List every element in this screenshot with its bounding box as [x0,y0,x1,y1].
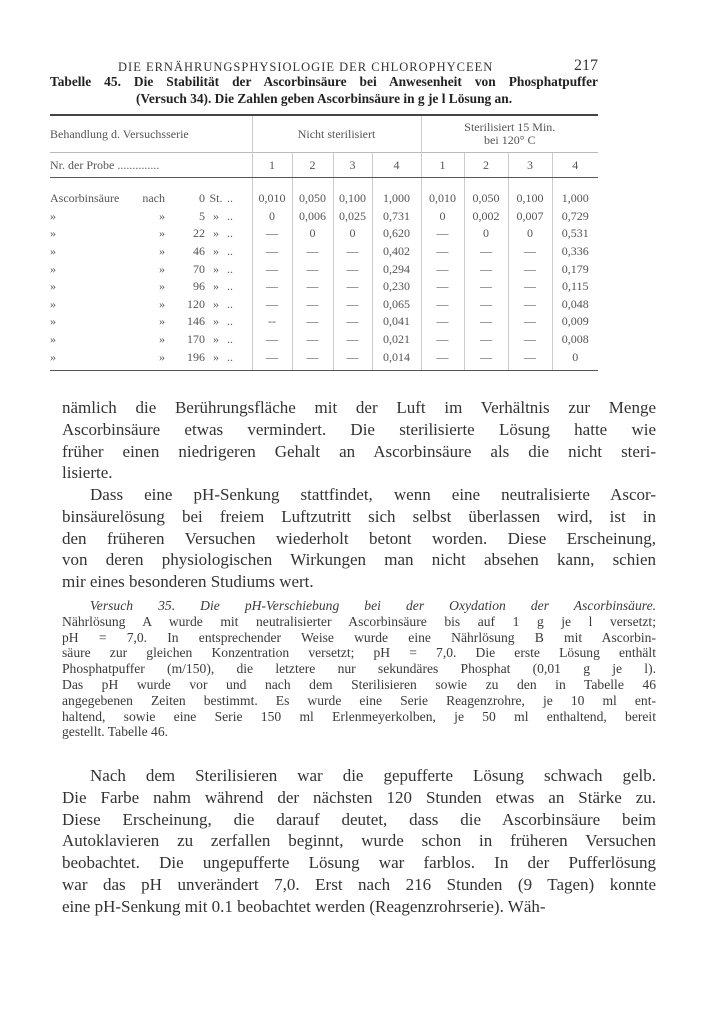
table-cell: — [508,243,552,261]
table-cell: — [333,278,372,296]
row-label-a: » [50,208,56,223]
table-row [50,243,598,261]
row-label-c: 170 [187,332,205,347]
row-label-parts [50,191,252,206]
table-cell: — [508,313,552,331]
table-cell: — [508,331,552,349]
table-row [50,296,598,314]
table-cell: — [421,260,464,278]
table-row [50,225,598,243]
table-cell: — [292,331,333,349]
table-row [50,313,598,331]
text-line: mir eines besonderen Studiums wert. [62,572,314,592]
table-cell: 0,065 [372,296,421,314]
table-cell: — [421,296,464,314]
table-cell: 0,336 [552,243,598,261]
sample-number: 1 [421,153,464,178]
table-cell: — [252,331,292,349]
table-cell: 0,010 [252,178,292,208]
table-cell: — [292,296,333,314]
table-cell: — [421,313,464,331]
text-line: war das pH unverändert 7,0. Erst nach 216 Stunden (9 Tagen) konnte [62,874,656,894]
row-label-c: 146 [187,314,205,329]
text-line: Ascorbinsäure etwas vermindert. Die sterilisierte Lösung hatte wie [62,419,656,439]
text-line: nämlich die Berührungsfläche mit der Luft im Verhältnis zur Menge [62,398,656,417]
row-label-parts [50,226,252,241]
row-label-b: » [159,349,165,364]
table-cell: 0,009 [552,313,598,331]
table-cell: — [252,243,292,261]
row-label [50,208,252,226]
row-label-d: » [213,349,219,364]
table-cell: — [333,348,372,370]
text-line: gestellt. Tabelle 46. [62,724,169,740]
row-label-d: » [213,244,219,259]
row-label-c: 70 [193,261,205,276]
row-label [50,260,252,278]
table-cell: 0 [552,348,598,370]
text-line: säure zur gleichen Konzentration versetzt; pH = 7,0. Die erste Lösung enthält [62,645,656,661]
table-cell: — [333,296,372,314]
table-cell: 0 [464,225,508,243]
table-cell: 0,050 [464,178,508,208]
table-row [50,208,598,226]
row-label-e: .. [227,332,233,347]
text-line: Phosphatpuffer (m/150), die letztere nur sekundäres Phosphat (0,01 g je l). [62,661,656,677]
row-label-d: St. [209,191,223,206]
sample-number: 2 [292,153,333,178]
row-label-b: » [159,279,165,294]
table-cell: — [464,260,508,278]
sample-number: 3 [333,153,372,178]
table-cell: — [508,348,552,370]
row-label-d: » [213,296,219,311]
table-cell: 0,006 [292,208,333,226]
sample-label: Nr. der Probe .............. [50,153,252,178]
sample-number: 1 [252,153,292,178]
row-label-e: .. [227,279,233,294]
table-cell: 1,000 [372,178,421,208]
table-cell: — [464,348,508,370]
row-label [50,243,252,261]
table-row [50,331,598,349]
row-label-parts [50,297,252,312]
experiment-title: Versuch 35. Die pH-Verschiebung bei der Oxydation der Ascorbinsäure. [90,598,656,613]
sample-number: 4 [372,153,421,178]
row-label-b: » [159,314,165,329]
table-cell: 0 [333,225,372,243]
row-label-a: » [50,349,56,364]
row-label [50,331,252,349]
table-cell: 0,050 [292,178,333,208]
row-label-b: » [159,261,165,276]
table-cell: 1,000 [552,178,598,208]
table-cell: 0,100 [333,178,372,208]
row-label-c: 0 [199,191,205,206]
text-line: binsäurelösung bei freiem Luftzutritt sich selbst überlassen wird, ist in [62,506,656,526]
table-cell: 0,007 [508,208,552,226]
row-label-parts [50,244,252,259]
table-cell: — [421,331,464,349]
sample-number: 4 [552,153,598,178]
table-cell: 0 [508,225,552,243]
table-cell: — [292,313,333,331]
row-label-c: 5 [199,208,205,223]
row-label-d: » [213,314,219,329]
row-label-e: .. [227,191,233,206]
experiment-35 [62,598,656,740]
table-cell: 0,402 [372,243,421,261]
table-cell: — [252,296,292,314]
text-line: den früheren Versuchen wiederholt betont worden. Diese Erscheinung, [62,528,656,548]
text-line: angegebenen Zeiten bestimmt. Es wurde eine Serie Reagenzrohre, je 10 ml ent- [62,692,656,708]
row-label-b: » [159,226,165,241]
table-cell: 0,731 [372,208,421,226]
table-cell: 0,620 [372,225,421,243]
table-cell: -- [252,313,292,331]
table-cell: 0,230 [372,278,421,296]
table-cell: — [464,278,508,296]
row-label-c: 22 [193,226,205,241]
row-label-parts [50,350,252,365]
row-label-d: » [213,332,219,347]
table-cell: 0,115 [552,278,598,296]
table-cell: 0,041 [372,313,421,331]
table-caption [50,73,598,107]
text-line: von deren physiologischen Wirkungen man nicht absehen kann, schien [62,550,656,570]
paragraph-3 [62,765,656,918]
table-cell: 0 [252,208,292,226]
row-label-parts [50,279,252,294]
row-label [50,225,252,243]
text-line: pH = 7,0. In entsprechender Weise wurde eine Nährlösung B mit Ascorbin- [62,629,656,645]
row-label-d: » [213,208,219,223]
row-label-c: 46 [193,244,205,259]
table-cell: — [508,296,552,314]
text-line: Die Farbe nahm während der nächsten 120 Stunden etwas an Stärke zu. [62,787,656,807]
row-label-e: .. [227,261,233,276]
row-label [50,313,252,331]
table-cell: — [333,313,372,331]
table-cell: — [421,243,464,261]
table-cell: — [333,331,372,349]
page-number: 217 [574,57,598,74]
text-line: Nach dem Sterilisieren war die gepufferte Lösung schwach gelb. [90,766,656,785]
table-cell: — [292,260,333,278]
text-line: Diese Erscheinung, die darauf deutet, dass die Ascorbinsäure beim [62,809,656,829]
row-label-parts [50,314,252,329]
row-label-e: .. [227,244,233,259]
table-cell: — [333,243,372,261]
text-line: Dass eine pH-Senkung stattfindet, wenn eine neutralisierte Ascor- [90,485,656,504]
row-label-c: 96 [193,279,205,294]
row-label-e: .. [227,349,233,364]
text-line: beobachtet. Die ungepufferte Lösung war farblos. In der Pufferlösung [62,853,656,873]
row-label-a: » [50,261,56,276]
row-label-a: » [50,314,56,329]
table-cell: — [292,348,333,370]
sample-number: 2 [464,153,508,178]
group-sterilized: Sterilisiert 15 Min. bei 120° C [421,115,598,153]
table-cell: 0 [292,225,333,243]
table-cell: 0,100 [508,178,552,208]
caption-line-2: (Versuch 34). Die Zahlen geben Ascorbinsäure in g je l Lösung an. [135,91,513,106]
table-cell: 0,294 [372,260,421,278]
table-cell: 0,048 [552,296,598,314]
table-cell: 0,010 [421,178,464,208]
row-label-parts [50,262,252,277]
row-label-d: » [213,261,219,276]
text-line: eine pH-Senkung mit 0.1 beobachtet werden (Reagenzrohrserie). Wäh- [62,896,546,916]
row-label-b: » [159,244,165,259]
table-cell: 0,531 [552,225,598,243]
row-label [50,296,252,314]
text-line: früher einen niedrigeren Gehalt an Ascorbinsäure als die nicht steri- [62,441,656,461]
row-label-a: » [50,226,56,241]
row-label-a: » [50,296,56,311]
row-label-e: .. [227,208,233,223]
table-row [50,260,598,278]
table-cell: — [464,243,508,261]
text-line: lisierte. [62,463,113,483]
table-cell: — [421,278,464,296]
row-label-d: » [213,279,219,294]
row-label-b: » [159,332,165,347]
paragraph-1 [62,397,656,484]
row-label-e: .. [227,314,233,329]
caption-line-1: Tabelle 45. Die Stabilität der Ascorbinsäure bei Anwesenheit von Phosphatpuffer [50,74,598,89]
table-cell: — [292,243,333,261]
table-cell: 0 [421,208,464,226]
table-cell: — [252,225,292,243]
row-label-e: .. [227,296,233,311]
table-cell: — [292,278,333,296]
table-cell: 0,008 [552,331,598,349]
row-label-d: » [213,226,219,241]
table-cell: 0,025 [333,208,372,226]
row-label-b: » [159,296,165,311]
table-cell: 0,014 [372,348,421,370]
table-cell: — [421,225,464,243]
row-label-b: nach [142,191,165,206]
table-cell: 0,021 [372,331,421,349]
text-line: Autoklavieren zu zerfallen beginnt, wurde schon in früheren Versuchen [62,831,656,851]
table-cell: — [464,296,508,314]
table-cell: — [464,331,508,349]
table-cell: — [464,313,508,331]
row-label-a: » [50,244,56,259]
text-line: Nährlösung A wurde mit neutralisierter Ascorbinsäure bis auf 1 g je l versetzt; [62,613,656,629]
table-cell: 0,002 [464,208,508,226]
treatment-header: Behandlung d. Versuchsserie [50,115,252,153]
table-row [50,278,598,296]
row-label-b: » [159,208,165,223]
running-title: DIE ERNÄHRUNGSPHYSIOLOGIE DER CHLOROPHYCEEN [118,60,494,74]
row-label-c: 196 [187,349,205,364]
table-cell: — [508,278,552,296]
table-cell: — [252,260,292,278]
row-label-a: » [50,279,56,294]
row-label [50,278,252,296]
row-label-a: Ascorbinsäure [50,191,120,206]
ascorbic-acid-table [50,114,598,371]
table-cell: — [421,348,464,370]
text-line: haltend, sowie eine Serie 150 ml Erlenmeyerkolben, je 50 ml enthaltend, bereit [62,708,656,724]
table-cell: — [333,260,372,278]
table-row [50,178,598,208]
group-not-sterilized: Nicht sterilisiert [252,115,421,153]
table-cell: — [252,348,292,370]
row-label-c: 120 [187,296,205,311]
table-cell: 0,179 [552,260,598,278]
table-row [50,348,598,370]
table-cell: 0,729 [552,208,598,226]
table-cell: — [508,260,552,278]
row-label-parts [50,209,252,224]
row-label-a: » [50,332,56,347]
sample-number: 3 [508,153,552,178]
text-line: Das pH wurde vor und nach dem Sterilisieren sowie zu den in Tabelle 46 [62,676,656,692]
table-cell: — [252,278,292,296]
row-label-e: .. [227,226,233,241]
row-label-parts [50,332,252,347]
paragraph-2 [62,484,656,593]
row-label [50,348,252,370]
row-label [50,178,252,208]
